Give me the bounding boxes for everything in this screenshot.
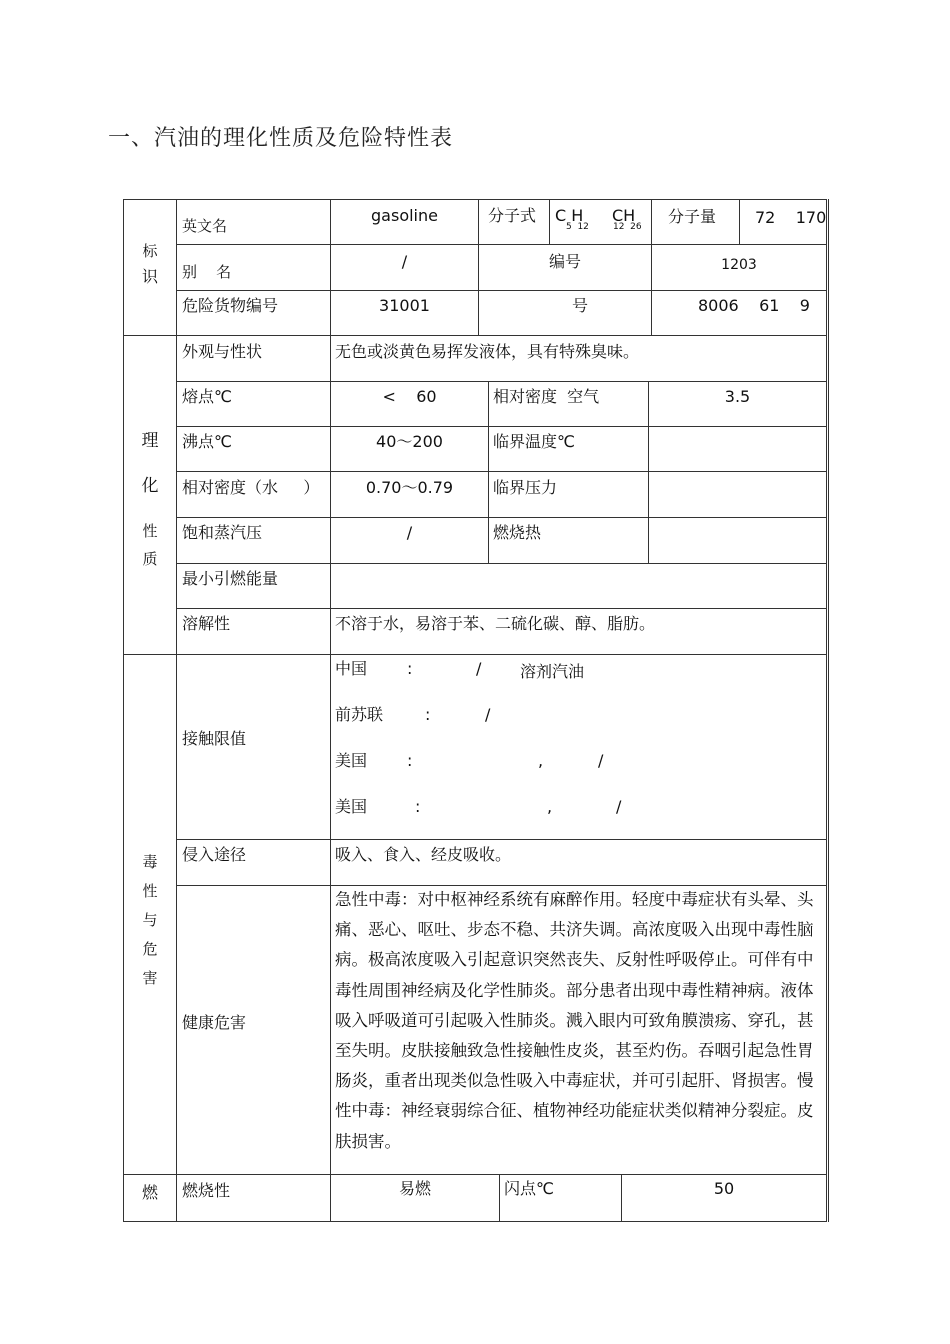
appearance-value: 无色或淡黄色易挥发液体，具有特殊臭味。	[335, 342, 640, 361]
hao-value: 8006 61 9	[698, 296, 810, 315]
rel-density-water-label: 相对密度（水 ）	[182, 478, 320, 497]
melting-value: < 60	[382, 387, 437, 406]
exposure-usa-1-colon: :	[407, 751, 413, 770]
exposure-ussr: 前苏联	[335, 705, 384, 724]
exposure-usa-2-colon: :	[415, 797, 421, 816]
formula-a-subscript: 5 12	[566, 222, 589, 232]
section-physchem-3: 性	[142, 522, 158, 540]
exposure-china-note: 溶剂汽油	[520, 662, 585, 681]
formula-b: CH	[612, 206, 636, 225]
section-toxicity-5: 害	[142, 969, 158, 987]
section-identification-2: 识	[141, 267, 158, 286]
section-toxicity-4: 危	[142, 940, 158, 958]
number-label: 编号	[548, 252, 581, 271]
alias-value: /	[401, 252, 408, 271]
section-physchem-4: 质	[142, 550, 158, 568]
section-toxicity-2: 性	[142, 882, 158, 900]
exposure-china: 中国	[335, 659, 368, 678]
boiling-value: 40～200	[376, 432, 443, 451]
number-value: 1203	[721, 257, 757, 273]
english-name-value: gasoline	[371, 206, 438, 225]
hao-label: 号	[571, 296, 588, 315]
health-value: 急性中毒：对中枢神经系统有麻醉作用。轻度中毒症状有头晕、头痛、恶心、呕吐、步态不稳、共济失调。高浓度吸入出现中毒性脑病。极高浓度吸入引起意识突然丧失、反射性呼吸停止。可伴有中毒性周围神经病及化学性肺炎。部分患者出现中毒性精神病。液体吸入呼吸道可引起吸入性肺炎。溅入眼内可致角膜溃疡、穿孔，甚至失明。皮肤接触致急性接触性皮炎，甚至灼伤。吞咽引起急性胃肠炎，重者出现类似急性吸入中毒症状，并可引起肝、肾损害。慢性中毒：神经衰弱综合征、植物神经功能症状类似精神分裂症。皮肤损害。	[335, 890, 814, 1151]
exposure-ussr-colon: :	[425, 705, 431, 724]
solubility-label: 溶解性	[182, 614, 231, 633]
rel-density-water-value: 0.70～0.79	[365, 478, 454, 497]
flash-label: 闪点℃	[504, 1179, 554, 1198]
rel-density-air-label: 相对密度 空气	[493, 387, 600, 406]
rel-density-air-value: 3.5	[724, 387, 751, 406]
section-toxicity-1: 毒	[142, 853, 158, 871]
critical-temp-label: 临界温度℃	[493, 432, 575, 451]
combustion-heat-label: 燃烧热	[493, 523, 542, 542]
dg-number-value: 31001	[379, 296, 430, 315]
route-value: 吸入、食入、经皮吸收。	[335, 845, 512, 864]
route-label: 侵入途径	[182, 845, 247, 864]
exposure-usa-1-slash: /	[598, 751, 604, 770]
section-identification-1: 标	[142, 242, 158, 260]
formula-a: C H	[555, 206, 584, 225]
alias-label: 别 名	[182, 263, 232, 281]
solubility-value: 不溶于水，易溶于苯、二硫化碳、醇、脂肪。	[335, 614, 656, 633]
exposure-label: 接触限值	[182, 729, 247, 748]
min-ignition-label: 最小引燃能量	[182, 569, 279, 588]
exposure-usa-1: 美国	[335, 751, 368, 770]
vapor-label: 饱和蒸汽压	[182, 523, 263, 542]
page-title: 一、汽油的理化性质及危险特性表	[108, 126, 454, 151]
exposure-usa-2: 美国	[335, 797, 368, 816]
boiling-label: 沸点℃	[182, 432, 232, 451]
section-physchem-1: 理	[141, 431, 159, 451]
dg-number-label: 危险货物编号	[182, 296, 279, 315]
health-label: 健康危害	[182, 1013, 247, 1032]
flash-value: 50	[713, 1179, 735, 1198]
flammability-label: 燃烧性	[182, 1181, 231, 1200]
melting-label: 熔点℃	[182, 387, 232, 406]
exposure-china-slash: /	[476, 659, 482, 678]
section-physchem-2: 化	[141, 476, 159, 496]
formula-label: 分子式	[488, 206, 537, 225]
exposure-ussr-slash: /	[485, 705, 491, 724]
exposure-usa-1-comma: ,	[538, 751, 544, 770]
exposure-usa-2-slash: /	[616, 797, 622, 816]
english-name-label: 英文名	[182, 217, 228, 235]
mol-weight-label: 分子量	[668, 207, 717, 226]
section-burn: 燃	[141, 1183, 158, 1202]
flammability-value: 易燃	[398, 1179, 431, 1198]
exposure-usa-2-comma: ,	[547, 797, 553, 816]
formula-b-subscript: 12 26	[613, 222, 642, 232]
mol-weight-value: 72 170	[755, 208, 827, 227]
vapor-value: /	[406, 523, 413, 542]
section-toxicity-3: 与	[142, 911, 158, 929]
critical-pressure-label: 临界压力	[493, 478, 558, 497]
exposure-china-colon: :	[407, 659, 413, 678]
appearance-label: 外观与性状	[182, 342, 263, 361]
